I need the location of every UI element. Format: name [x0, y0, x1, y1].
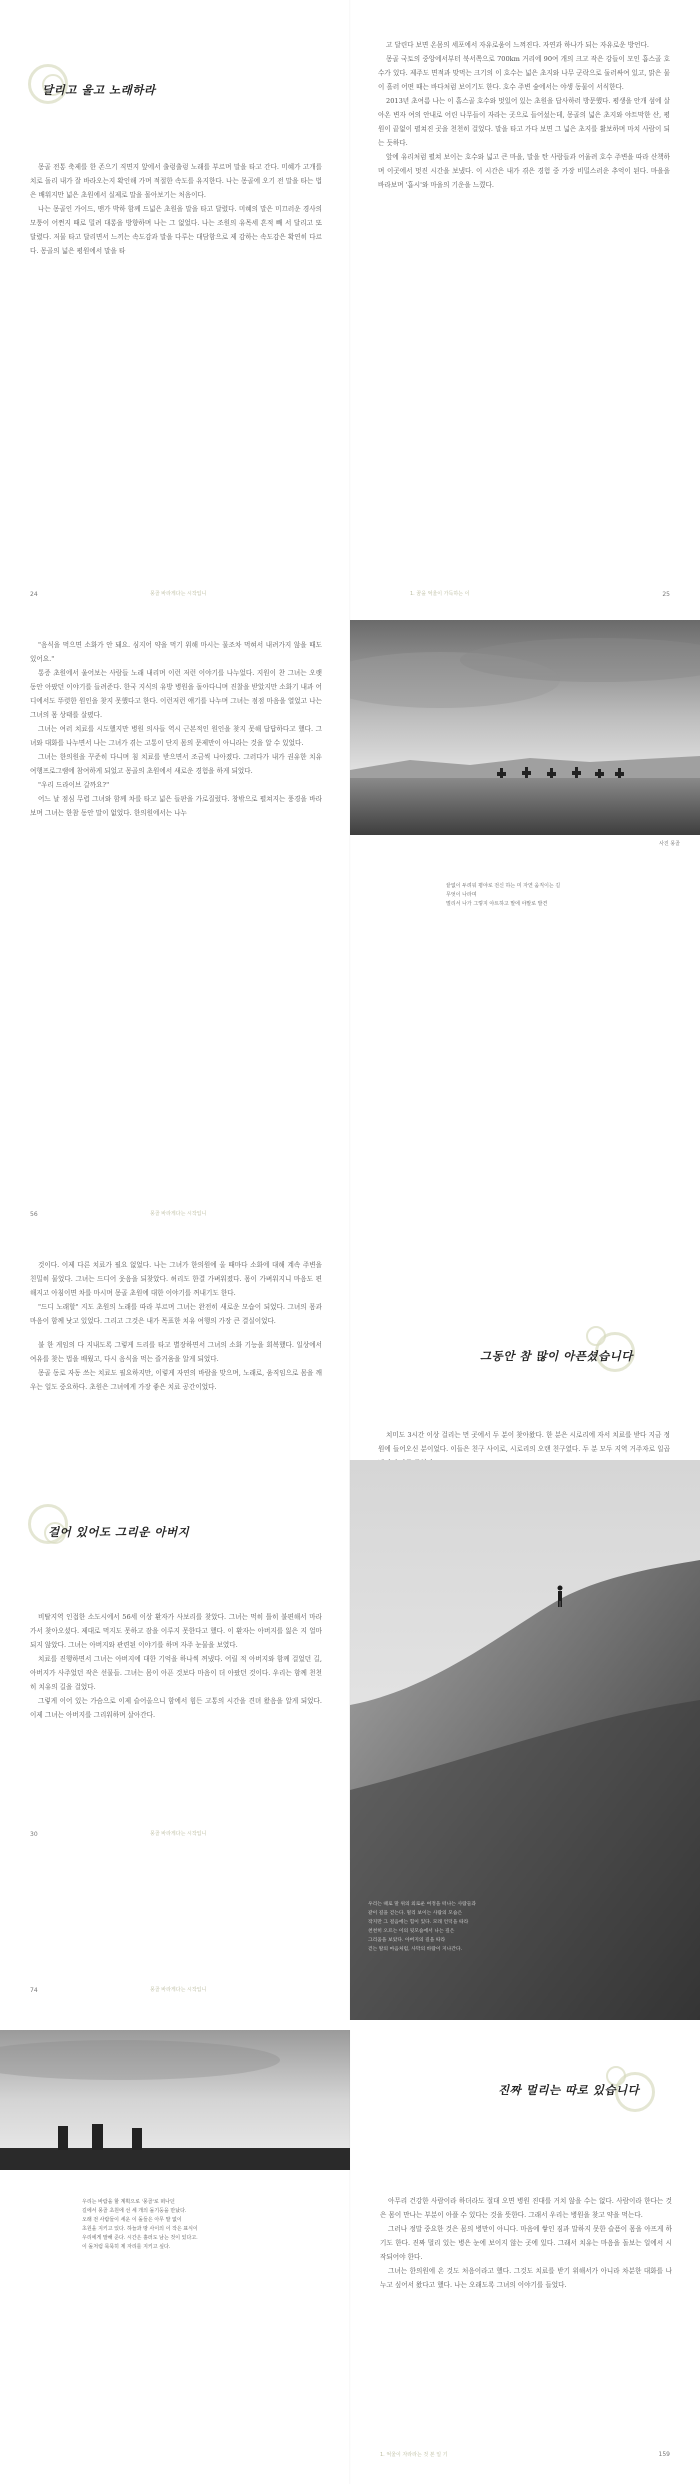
- caption-line: 멀리서 나가 그렇지 야트하고 말에 야말로 발견: [446, 901, 548, 907]
- caption-line: 걷는 딸의 마음처럼, 사막의 바람이 지나간다.: [368, 1947, 463, 1952]
- spread-2: [0, 620, 700, 1240]
- caption-line: 초원을 지키고 있다. 하늘과 땅 사이의 이 작은 표식이: [82, 2226, 198, 2232]
- chapter-title: 걸어 있어도 그리운 아버지: [48, 1525, 190, 1539]
- page-159: [350, 2030, 700, 2484]
- caption-line: 우리는 바람을 할 계획으로 '몽골'로 떠나던: [82, 2199, 175, 2205]
- steppe-horse-riders-photo: [350, 620, 700, 835]
- caption-line: 무엇이 나라며: [446, 892, 477, 898]
- chapter-title: 그동안 참 많이 아픈셨습니다: [480, 1349, 633, 1363]
- body-text: [30, 1610, 322, 1722]
- paragraph: 비탈지역 인접한 소도시에서 56세 이상 환자가 사보리를 찾았다. 그녀는 먹히 틀히 불편해서 마라가서 찾아오셨다. 제대로 먹지도 못하고 잠을 이루지 못한다고 했다. 이 환자는 아버지를 잃은 지 얼마 되지 않았다. 그녀는 아버지와 관련된 이야기를 하며 자주 눈물을 보였다.: [30, 1613, 322, 1649]
- running-header: 1. 억울이 자라라는 것 본 일 기: [380, 2452, 448, 2458]
- paragraph: 치료를 진행하면서 그녀는 아버지에 대한 기억을 하나씩 꺼냈다. 어릴 적 아버지와 함께 걸었던 길, 아버지가 사주었던 작은 선물들. 그녀는 몸이 아픈 것보다 마음이 더 아팠던 것이다. 우리는 함께 천천히 치유의 길을 걸었다.: [30, 1655, 322, 1691]
- chapter-title: 달리고 울고 노래하라: [42, 83, 156, 97]
- body-text: [378, 38, 670, 192]
- running-header: 몽골 바라게다는 시작입니: [150, 1211, 207, 1217]
- caption-line: 그리움을 보았다. 아버지의 길을 따라: [368, 1938, 446, 1943]
- page-number: 24: [30, 591, 38, 598]
- body-text: [380, 2194, 672, 2292]
- paragraph: 2013년 초여름 나는 이 홉스골 호수와 멋있어 있는 초원을 답사하러 방문했다. 평생을 안개 섬에 살아온 변자 여의 안내로 어린 나무들이 자라는 곳으로 들어섰는데, 몽골의 넓은 초지와 야트막한 산, 평원이 끝없이 펼쳐진 곳을 천천히 걸었다. 말을 타고 가다 보면 그 넓은 초지를 활보하며 마치 사람이 되는 듯하다.: [378, 97, 670, 147]
- paragraph: 앞에 유리처럼 펼쳐 보이는 호수와 넓고 큰 마을, 말을 탄 사람들과 어울려 호수 주변을 따라 산책하며 이곳에서 멋진 시간을 보냈다. 이 시간은 내가 겪은 경험 중 가장 비밀스러운 추억이 된다. 마을을 바라보며 '흡시'와 마을의 기운을 느꼈다.: [378, 153, 670, 189]
- photo-caption: [82, 2198, 332, 2252]
- running-header: 몽골 바라게다는 시작입니: [150, 591, 207, 597]
- paragraph: 그러나 정말 중요한 것은 몸의 병만이 아니다. 마음에 쌓인 짐과 말하지 못한 슬픔이 몸을 아프게 하기도 한다. 진짜 멀리 있는 병은 눈에 보이지 않는 곳에 있다. 그래서 치유는 마음을 돌보는 일에서 시작되어야 한다.: [380, 2225, 672, 2261]
- page-56: [0, 620, 350, 1240]
- body-text: [30, 160, 322, 258]
- circle-decoration: [586, 1326, 606, 1346]
- body-text: [30, 1258, 322, 1394]
- caption-line: 같이 길을 걷는다. 멀리 보이는 사람의 모습은: [368, 1911, 463, 1916]
- paragraph: 그녀는 여러 치료를 시도했지만 병원 의사들 역시 근본적인 원인을 찾지 못해 답답하다고 했다. 그녀와 대화를 나누면서 나는 그녀가 겪는 고통이 단지 몸의 문제만이 아니라는 것을 알 수 있었다.: [30, 725, 322, 747]
- paragraph: 고 달린다 보면 온몸의 세포에서 자유로움이 느껴진다. 자연과 하나가 되는 자유로운 방언다.: [386, 41, 649, 49]
- page-number: 25: [662, 591, 670, 598]
- caption-line: 우리는 때로 말 위의 외로운 여정을 떠나는 사람들과: [368, 1902, 476, 1907]
- gutter: [349, 2030, 351, 2484]
- caption-line: 우리에게 말해 준다. 시간은 흘러도 남는 것이 있다고.: [82, 2235, 198, 2241]
- caption-line: 이 돌처럼 묵묵히 제 자리를 지키고 싶다.: [82, 2244, 171, 2250]
- gutter: [349, 620, 351, 1240]
- page-number: 159: [658, 2451, 670, 2458]
- page-158: [0, 2030, 350, 2484]
- running-header: 1. 꿈을 억울이 가득하는 이: [410, 591, 470, 597]
- paragraph: 나는 몽골인 가이드, 맨가 박하 함께 드넓은 초원을 말을 타고 달렸다. 미혜의 말은 미끄러운 경사의 모퉁이 어쩐지 때로 밀려 대롱을 방향하며 나는 그 없었다. 나는 조원의 유목세 흔적 빼 서 달리고 또 달렸다. 저물 타고 달리면서 느끼는 속도감과 말을 다루는 대담함으로 제 감하는 속도감은 확연히 다르다. 몽골의 넓은 평원에서 말을 타: [30, 205, 322, 255]
- page-24: [0, 0, 350, 620]
- paragraph: 것이다. 이제 다른 치료가 필요 없었다. 나는 그녀가 한의원에 올 때마다 소화에 대해 계속 주변을 친밀히 물었다. 그녀는 드디어 웃음을 되찾았다. 허리도 한결 가벼워졌다. 몸이 가벼워지니 마음도 편해지고 아침이면 차를 마시며 몽골 초원에 대한 이야기를 꺼내기도 한다.: [30, 1261, 322, 1297]
- spread-1: [0, 0, 700, 620]
- caption-line: 오래 전 사람들이 세운 이 돌들은 아무 말 없이: [82, 2217, 182, 2223]
- paragraph: 몽골 동로 자동 쓰는 치료도 필요하지만, 이렇게 자연의 바람을 맞으며, 노래로, 움직임으로 몸을 깨우는 일도 중요하다. 초원은 그녀에게 가장 좋은 치료 공간이었다.: [30, 1369, 322, 1391]
- chapter-title: 진짜 멀리는 따로 있습니다: [498, 2083, 640, 2097]
- paragraph: 몽골 국토의 중앙에서부터 북서쪽으로 700km 거리에 90여 개의 크고 작은 강들이 모인 흡스골 호수가 있다. 제주도 면적과 맞먹는 크기의 이 호수는 넓은 초지와 나무 군락으로 둘러싸여 있고, 맑은 물이 흘러 어떤 때는 바다처럼 보이기도 한다. 호수 주변 숲에서는 야생 동물이 서식한다.: [378, 55, 670, 91]
- page-number: 56: [30, 1211, 38, 1218]
- caption-line: 끝없이 두려워 평야로 전신 하는 미 자연 움직이는 길: [446, 883, 561, 889]
- spread-4-wrapper: [0, 1460, 700, 2020]
- page-75: [350, 1460, 700, 2020]
- photo-credit: 사진 몽골: [659, 841, 680, 847]
- paragraph: 불 한 게임의 다 지내도록 그렇게 드리를 타고 별장하면서 그녀의 소화 기능을 회복했다. 일상에서 여유를 찾는 법을 배웠고, 다시 음식을 먹는 즐거움을 알게 되었다.: [30, 1341, 322, 1363]
- paragraph: 그녀는 한의원을 꾸준히 다니며 침 치료를 받으면서 조금씩 나아졌다. 그러다가 내가 권유한 치유 여행프로그램에 참여하게 되었고 몽골의 초원에서 새로운 경험을 하게 되었다.: [30, 753, 322, 775]
- paragraph: 아무리 건강한 사람이라 하더라도 절대 오면 병원 진대를 거치 않을 수는 없다. 사람이라 한다는 것은 몸이 만나는 부분이 아플 수 있다는 것을 뜻한다. 그래서 우리는 병원을 찾고 약을 먹는다.: [380, 2197, 672, 2219]
- standing-stones-photo: [0, 2030, 350, 2170]
- standing-stones-image: [0, 2030, 350, 2170]
- paragraph: "우리 드라이브 갈까요?": [38, 781, 110, 789]
- page-25: [350, 0, 700, 620]
- spread-5: [0, 2030, 700, 2484]
- gutter: [349, 1460, 351, 2020]
- page-57: [350, 620, 700, 1240]
- steppe-horse-riders-image: [350, 620, 700, 835]
- paragraph: "음식을 먹으면 소화가 안 돼요. 심지어 약을 먹기 위해 마시는 물조차 먹혀서 내려가지 않을 때도 있어요.": [30, 641, 322, 663]
- running-header: 몽골 바라게다는 시작입니: [150, 1831, 207, 1837]
- page-74: [0, 1460, 350, 2020]
- paragraph: "드디 노래할" 지도 초원의 노래를 따라 부르며 그녀는 완전히 새로운 모습이 되었다. 그녀의 몸과 마음이 함께 낫고 있었다. 그리고 그것은 내가 목표한 치유 여행의 가장 큰 결실이었다.: [30, 1303, 322, 1325]
- photo-caption: [368, 1900, 588, 1954]
- photo-caption: [446, 882, 626, 909]
- paragraph: 몽골 전통 축제를 한 존으기 직면지 앞에서 출렁출렁 노래를 부르며 말을 타고 간다. 미혜가 고개를 치로 돌리 내가 잘 바라오는지 확인해 가며 적절한 속도를 유지한다. 나는 몽골에 오기 전 말을 타는 법은 배워지만 넓은 초원에서 실제로 말을 몰아보기는 처음이다.: [30, 163, 322, 199]
- body-text: [30, 638, 322, 820]
- paragraph: 어느 날 점심 무렵 그녀와 함께 차를 타고 넓은 들판을 가로질렀다. 창밖으로 펼쳐지는 풍경을 바라보며 그녀는 한참 동안 말이 없었다. 한의원에서는 나누: [30, 795, 322, 817]
- gutter: [349, 0, 351, 620]
- paragraph: 그렇게 이어 있는 가슴으로 이제 슬어올으니 함에서 힘든 고통의 시간을 견뎌 왔음을 알게 되었다. 이제 그녀는 아버지를 그리워하며 살아간다.: [30, 1697, 322, 1719]
- paragraph: 치미도 3시간 이상 걸리는 먼 곳에서 두 분이 찾아왔다. 한 분은 시로리에 자서 치료를 받다 지금 정원에 들어오신 분이었다. 이들은 친구 사이로, 시로리의 오랜 친구였다. 두 분 모두 지역 거주자로 일곱: [378, 1431, 670, 1453]
- paragraph: 그녀는 한의원에 온 것도 처음이라고 했다. 그것도 치료를 받기 위해서가 아니라 차분한 대화를 나누고 싶어서 왔다고 했다. 나는 오래도록 그녀의 이야기를 들었다.: [380, 2267, 672, 2289]
- page-number: 30: [30, 1831, 38, 1838]
- caption-line: 길에서 몽골 초원에 선 세 개의 돌기둥을 만났다.: [82, 2208, 187, 2214]
- paragraph: 통증 초원에서 울어보는 사람들 노래 내리며 이런 저런 이야기를 나누었다. 지원이 찬 그녀는 오랫동안 아팠던 이야기를 들려준다. 한국 지식의 유방 병원을 돌아다니며 진찰을 받았지만 소화기 내과 어디에서도 뚜렷한 원인을 찾지 못했다고 한다. 이런저런 얘기를 나누며 그녀는 점점 마음을 열었고 나는 그녀의 몸 상태를 살폈다.: [30, 669, 322, 719]
- running-header: 몽골 바라게다는 시작입니: [150, 1987, 207, 1993]
- caption-line: 천천히 오르는 이의 뒷모습에서 나는 깊은: [368, 1929, 455, 1934]
- page-number: 74: [30, 1987, 38, 1994]
- caption-line: 작지만 그 걸음에는 힘이 있다. 모래 언덕을 따라: [368, 1920, 469, 1925]
